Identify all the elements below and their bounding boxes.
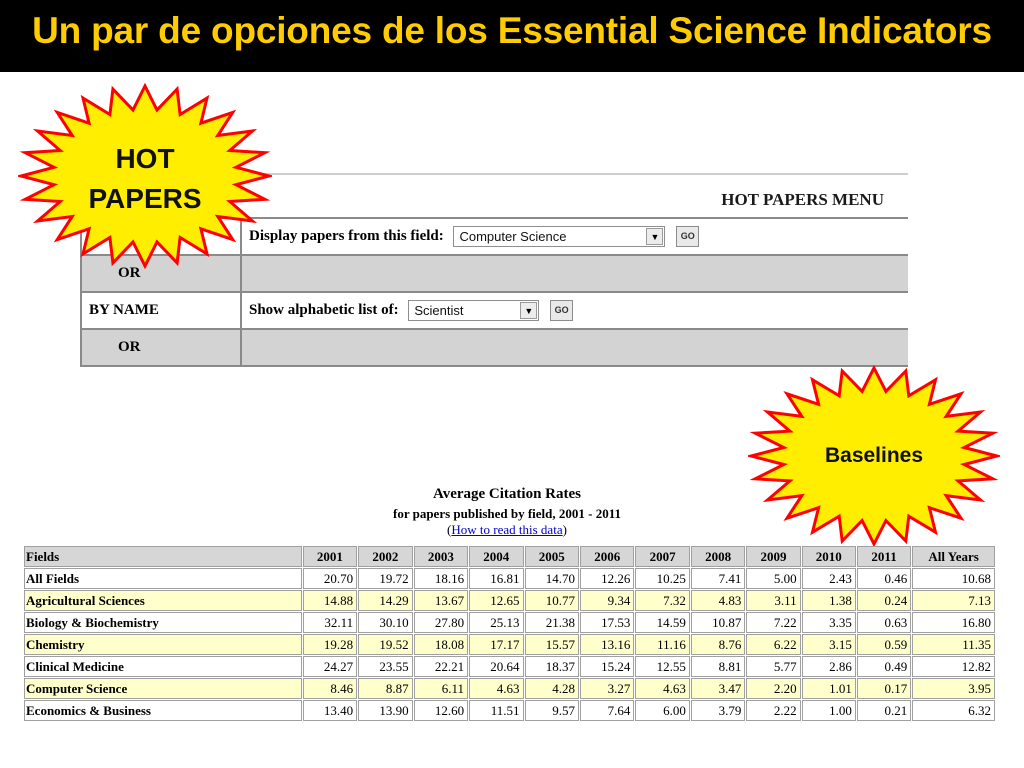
- citation-rate-cell: 3.47: [691, 678, 745, 699]
- hot-papers-label: [18, 139, 272, 219]
- column-header: 2004: [469, 546, 523, 567]
- citation-rate-cell: 0.17: [857, 678, 911, 699]
- citation-rate-cell: 0.24: [857, 590, 911, 611]
- citation-table-title: Average Citation Rates: [432, 486, 581, 502]
- citation-rate-cell: 10.77: [525, 590, 579, 611]
- citation-rate-cell: 6.00: [635, 700, 689, 721]
- citation-rate-cell: 7.64: [580, 700, 634, 721]
- citation-rate-cell: 25.13: [469, 612, 523, 633]
- citation-rate-cell: 1.38: [802, 590, 856, 611]
- citation-rate-cell: 13.40: [303, 700, 357, 721]
- name-select-label: Show alphabetic list of:: [249, 302, 399, 318]
- field-select-label: Display papers from this field:: [249, 228, 444, 244]
- citation-rate-cell: 0.63: [857, 612, 911, 633]
- citation-rates-table: [23, 545, 996, 722]
- column-header-fields: Fields: [24, 546, 302, 567]
- citation-rate-cell: 15.57: [525, 634, 579, 655]
- column-header: 2002: [358, 546, 412, 567]
- citation-rate-cell: 3.35: [802, 612, 856, 633]
- citation-rate-cell: 16.81: [469, 568, 523, 589]
- hot-papers-starburst: [18, 83, 272, 269]
- menu-or-empty: [241, 255, 908, 292]
- citation-rate-cell: 4.63: [635, 678, 689, 699]
- citation-rate-cell: 2.43: [802, 568, 856, 589]
- table-row: [24, 656, 995, 677]
- citation-rate-cell: 21.38: [525, 612, 579, 633]
- citation-rate-cell: 18.37: [525, 656, 579, 677]
- column-header: 2006: [580, 546, 634, 567]
- citation-rate-cell: 1.01: [802, 678, 856, 699]
- menu-row-control: [241, 218, 908, 255]
- citation-rate-cell: 12.26: [580, 568, 634, 589]
- chevron-down-icon[interactable]: ▼: [520, 302, 537, 319]
- column-header: 2009: [746, 546, 800, 567]
- hot-label-line1: HOT: [115, 143, 175, 174]
- citation-rate-cell: 16.80: [912, 612, 995, 633]
- citation-rate-cell: 14.70: [525, 568, 579, 589]
- citation-rate-cell: 5.00: [746, 568, 800, 589]
- citation-rate-cell: 0.46: [857, 568, 911, 589]
- citation-rate-cell: 7.32: [635, 590, 689, 611]
- citation-rate-cell: 27.80: [414, 612, 468, 633]
- citation-table-subtitle: for papers published by field, 2001 - 2011: [392, 506, 622, 521]
- paren-open: (: [447, 522, 452, 537]
- citation-rate-cell: 12.65: [469, 590, 523, 611]
- slide-title: Un par de opciones de los Essential Science Indicators: [32, 10, 992, 51]
- how-to-read-link[interactable]: How to read this data: [451, 522, 563, 537]
- field-name-cell: Chemistry: [24, 634, 302, 655]
- name-go-button[interactable]: GO: [550, 300, 573, 321]
- citation-rate-cell: 11.51: [469, 700, 523, 721]
- field-select[interactable]: [453, 226, 665, 247]
- table-row: [24, 678, 995, 699]
- citation-rate-cell: 17.17: [469, 634, 523, 655]
- citation-rate-cell: 19.52: [358, 634, 412, 655]
- citation-rate-cell: 7.13: [912, 590, 995, 611]
- title-bar: [0, 0, 1024, 72]
- citation-rate-cell: 0.49: [857, 656, 911, 677]
- menu-top-rule: [243, 173, 908, 175]
- citation-rate-cell: 32.11: [303, 612, 357, 633]
- citation-rate-cell: 18.08: [414, 634, 468, 655]
- citation-rate-cell: 8.76: [691, 634, 745, 655]
- menu-or-empty: [241, 329, 908, 366]
- citation-rate-cell: 20.64: [469, 656, 523, 677]
- baselines-starburst: [748, 365, 1000, 547]
- menu-or-label: OR: [81, 255, 241, 292]
- citation-rate-cell: 12.82: [912, 656, 995, 677]
- citation-rate-cell: 22.21: [414, 656, 468, 677]
- citation-rate-cell: 10.68: [912, 568, 995, 589]
- field-select-value: Computer Science: [459, 229, 567, 244]
- menu-row-control-by-name: [241, 292, 908, 329]
- citation-rate-cell: 11.16: [635, 634, 689, 655]
- menu-row-label-by-name: BY NAME: [81, 292, 241, 329]
- menu-heading: HOT PAPERS MENU: [721, 190, 884, 209]
- table-row: [24, 634, 995, 655]
- citation-rate-cell: 6.32: [912, 700, 995, 721]
- citation-rate-cell: 9.34: [580, 590, 634, 611]
- field-name-cell: Computer Science: [24, 678, 302, 699]
- column-header: 2005: [525, 546, 579, 567]
- citation-rate-cell: 0.59: [857, 634, 911, 655]
- citation-rate-cell: 6.11: [414, 678, 468, 699]
- citation-rate-cell: 3.79: [691, 700, 745, 721]
- table-header-row: [24, 546, 995, 567]
- citation-rate-cell: 23.55: [358, 656, 412, 677]
- baselines-label: Baselines: [824, 444, 924, 467]
- citation-rate-cell: 2.20: [746, 678, 800, 699]
- table-row: [24, 612, 995, 633]
- citation-rate-cell: 15.24: [580, 656, 634, 677]
- citation-rate-cell: 8.81: [691, 656, 745, 677]
- citation-rate-cell: 13.90: [358, 700, 412, 721]
- citation-rate-cell: 5.77: [746, 656, 800, 677]
- chevron-down-icon[interactable]: ▼: [646, 228, 663, 245]
- menu-row-or: [81, 329, 908, 366]
- citation-rate-cell: 7.22: [746, 612, 800, 633]
- citation-rate-cell: 8.87: [358, 678, 412, 699]
- paren-close: ): [562, 522, 567, 537]
- citation-rate-cell: 12.60: [414, 700, 468, 721]
- citation-rate-cell: 2.86: [802, 656, 856, 677]
- menu-row-by-name: [81, 292, 908, 329]
- citation-rate-cell: 3.15: [802, 634, 856, 655]
- citation-rate-cell: 30.10: [358, 612, 412, 633]
- column-header: 2007: [635, 546, 689, 567]
- citation-rate-cell: 10.25: [635, 568, 689, 589]
- citation-rate-cell: 3.11: [746, 590, 800, 611]
- column-header: 2011: [857, 546, 911, 567]
- citation-rate-cell: 14.59: [635, 612, 689, 633]
- citation-rate-cell: 17.53: [580, 612, 634, 633]
- field-name-cell: All Fields: [24, 568, 302, 589]
- citation-rate-cell: 3.27: [580, 678, 634, 699]
- citation-rate-cell: 20.70: [303, 568, 357, 589]
- field-go-button[interactable]: GO: [676, 226, 699, 247]
- column-header: All Years: [912, 546, 995, 567]
- citation-rate-cell: 8.46: [303, 678, 357, 699]
- field-name-cell: Economics & Business: [24, 700, 302, 721]
- menu-or-label: OR: [81, 329, 241, 366]
- citation-rate-cell: 13.67: [414, 590, 468, 611]
- citation-help-line: [300, 522, 714, 538]
- citation-rate-cell: 3.95: [912, 678, 995, 699]
- citation-rate-cell: 4.63: [469, 678, 523, 699]
- citation-rate-cell: 11.35: [912, 634, 995, 655]
- field-name-cell: Agricultural Sciences: [24, 590, 302, 611]
- citation-rate-cell: 19.72: [358, 568, 412, 589]
- citation-rate-cell: 7.41: [691, 568, 745, 589]
- field-name-cell: Clinical Medicine: [24, 656, 302, 677]
- column-header: 2001: [303, 546, 357, 567]
- citation-rate-cell: 9.57: [525, 700, 579, 721]
- citation-rate-cell: 19.28: [303, 634, 357, 655]
- citation-rate-cell: 4.83: [691, 590, 745, 611]
- citation-rate-cell: 14.29: [358, 590, 412, 611]
- name-select[interactable]: [408, 300, 539, 321]
- table-row: [24, 700, 995, 721]
- name-select-value: Scientist: [414, 303, 464, 318]
- column-header: 2008: [691, 546, 745, 567]
- citation-rate-cell: 6.22: [746, 634, 800, 655]
- citation-rate-cell: 13.16: [580, 634, 634, 655]
- citation-rate-cell: 2.22: [746, 700, 800, 721]
- citation-rate-cell: 0.21: [857, 700, 911, 721]
- citation-rate-cell: 10.87: [691, 612, 745, 633]
- citation-rate-cell: 4.28: [525, 678, 579, 699]
- field-name-cell: Biology & Biochemistry: [24, 612, 302, 633]
- citation-rate-cell: 14.88: [303, 590, 357, 611]
- table-row: [24, 568, 995, 589]
- column-header: 2003: [414, 546, 468, 567]
- citation-rate-cell: 1.00: [802, 700, 856, 721]
- table-row: [24, 590, 995, 611]
- column-header: 2010: [802, 546, 856, 567]
- hot-label-line2: PAPERS: [88, 183, 202, 214]
- citation-rate-cell: 12.55: [635, 656, 689, 677]
- citation-rate-cell: 18.16: [414, 568, 468, 589]
- citation-rate-cell: 24.27: [303, 656, 357, 677]
